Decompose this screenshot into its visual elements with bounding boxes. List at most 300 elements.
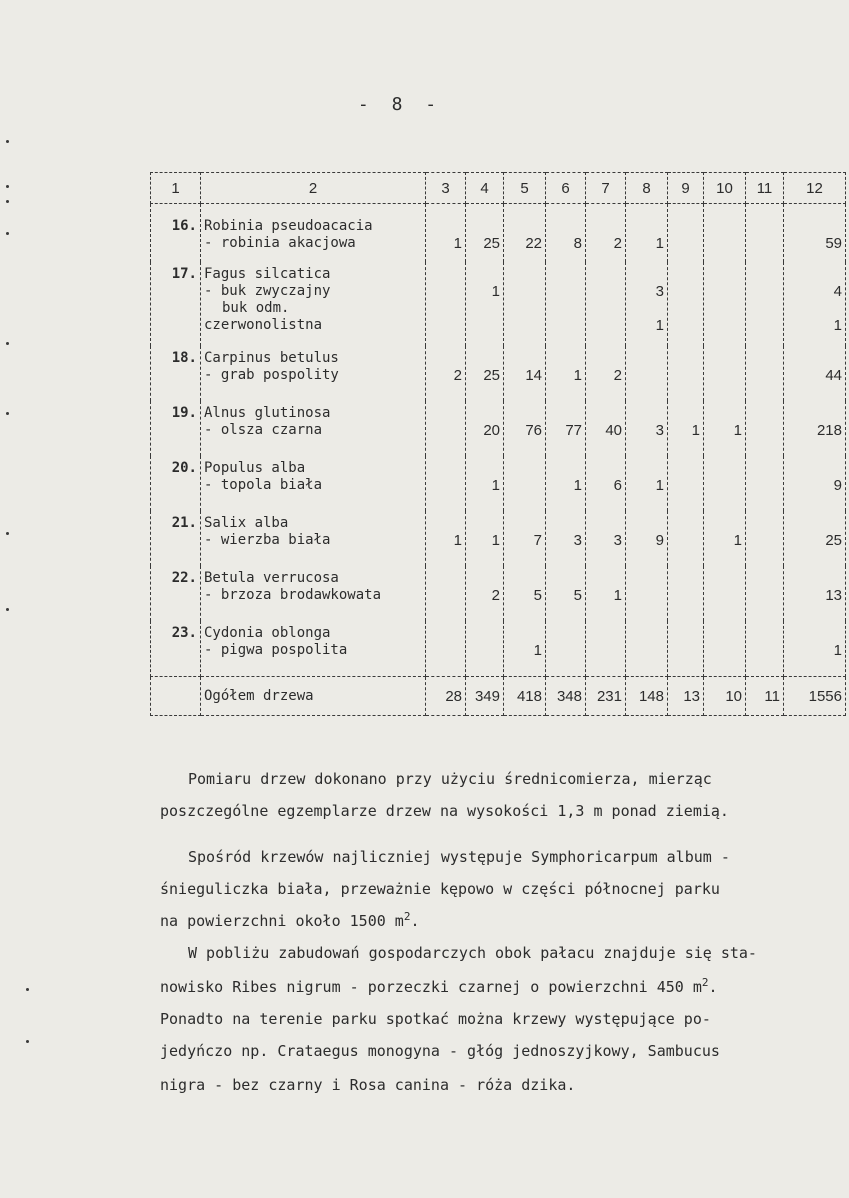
count-value — [671, 367, 700, 384]
species-name — [201, 566, 426, 621]
count-value: 4 — [833, 283, 842, 300]
text-line: W pobliżu zabudowań gospodarczych obok pałacu znajduje się sta- — [188, 944, 757, 962]
species-name — [201, 262, 426, 346]
count-value — [469, 317, 500, 334]
margin-mark — [6, 232, 9, 235]
count-value — [469, 570, 500, 587]
count-value — [429, 405, 462, 422]
count-value — [787, 405, 842, 422]
count-cell — [586, 346, 626, 401]
total-value: 148 — [626, 677, 668, 716]
column-header: 9 — [668, 173, 704, 204]
text-line: nowisko Ribes nigrum - porzeczki czarnej o powierzchni 450 $m^2$. — [160, 976, 718, 996]
text-line: Ponadto na terenie parku spotkać można krzewy występujące po- — [160, 1010, 711, 1028]
count-value — [469, 218, 500, 235]
count-value — [549, 350, 582, 367]
species-name — [201, 456, 426, 511]
count-value — [707, 283, 742, 300]
count-value — [671, 266, 700, 283]
count-value — [629, 300, 664, 317]
count-value — [707, 317, 742, 334]
count-value — [507, 460, 542, 477]
count-value — [629, 218, 664, 235]
count-value — [707, 350, 742, 367]
count-value: 1 — [533, 642, 542, 659]
total-value: 349 — [466, 677, 504, 716]
count-value — [429, 570, 462, 587]
species-name-line: - wierzba biała — [204, 532, 331, 548]
count-value — [749, 570, 780, 587]
table-row — [151, 511, 846, 566]
count-value: 1 — [655, 235, 664, 252]
count-value — [629, 625, 664, 642]
total-value: 231 — [586, 677, 626, 716]
text-line: jedyńczo np. Crataegus monogyna - głóg jednoszyjkowy, Sambucus — [160, 1042, 720, 1060]
row-number: 16. — [151, 204, 201, 263]
count-value — [787, 570, 842, 587]
count-value — [469, 266, 500, 283]
count-value — [787, 460, 842, 477]
count-cell — [626, 346, 668, 401]
count-cell — [784, 456, 846, 511]
text-line: nigra - bez czarny i Rosa canina - róża dzika. — [160, 1076, 576, 1094]
count-value — [707, 587, 742, 604]
count-value — [787, 625, 842, 642]
count-cell — [746, 346, 784, 401]
count-value — [707, 625, 742, 642]
count-value — [671, 625, 700, 642]
count-value — [671, 515, 700, 532]
species-name-line: - grab pospolity — [204, 367, 339, 383]
margin-mark — [6, 412, 9, 415]
count-value — [589, 625, 622, 642]
count-value — [549, 317, 582, 334]
species-name-line: czerwonolistna — [204, 317, 323, 333]
count-value: 22 — [525, 235, 542, 252]
count-value: 25 — [483, 235, 500, 252]
count-cell — [704, 262, 746, 346]
count-value — [429, 300, 462, 317]
tree-inventory-table-wrapper — [150, 172, 845, 716]
count-value: 2 — [613, 367, 622, 384]
text-line: Spośród krzewów najliczniej występuje Symphoricarpum album - — [188, 848, 730, 866]
table-row — [151, 566, 846, 621]
total-value: 13 — [668, 677, 704, 716]
row-number: 22. — [151, 566, 201, 621]
count-value: 8 — [573, 235, 582, 252]
row-number: 20. — [151, 456, 201, 511]
count-value — [629, 642, 664, 659]
count-cell — [466, 456, 504, 511]
count-value — [589, 266, 622, 283]
count-value — [629, 405, 664, 422]
count-cell — [746, 401, 784, 456]
count-cell — [626, 621, 668, 677]
count-cell — [466, 401, 504, 456]
count-value — [429, 218, 462, 235]
species-name-line: - pigwa pospolita — [204, 642, 348, 658]
count-cell — [746, 456, 784, 511]
total-value: 10 — [704, 677, 746, 716]
count-value — [549, 405, 582, 422]
count-value: 59 — [825, 235, 842, 252]
margin-mark — [6, 200, 9, 203]
column-header: 7 — [586, 173, 626, 204]
count-value — [469, 300, 500, 317]
species-name-line: - buk zwyczajny — [204, 283, 331, 299]
count-value: 1 — [573, 367, 582, 384]
count-value — [671, 642, 700, 659]
count-cell — [626, 262, 668, 346]
count-value — [707, 367, 742, 384]
count-cell — [426, 401, 466, 456]
count-value — [671, 587, 700, 604]
count-value — [707, 235, 742, 252]
count-value — [749, 587, 780, 604]
count-cell — [586, 262, 626, 346]
species-name-line: - topola biała — [204, 477, 323, 493]
count-value — [629, 587, 664, 604]
count-value: 76 — [525, 422, 542, 439]
count-cell — [626, 566, 668, 621]
count-cell — [784, 401, 846, 456]
count-value: 44 — [825, 367, 842, 384]
count-cell — [668, 346, 704, 401]
column-header: 2 — [201, 173, 426, 204]
count-value — [429, 642, 462, 659]
count-value — [671, 218, 700, 235]
species-name-line: Robinia pseudoacacia — [204, 218, 373, 234]
count-cell — [426, 262, 466, 346]
count-value — [671, 570, 700, 587]
count-value — [429, 422, 462, 439]
count-value — [629, 367, 664, 384]
count-cell — [668, 511, 704, 566]
count-value — [549, 515, 582, 532]
count-value — [589, 300, 622, 317]
count-value — [469, 460, 500, 477]
count-value — [429, 477, 462, 494]
count-cell — [586, 566, 626, 621]
text-line: na powierzchni około 1500 $m^2$. — [160, 910, 420, 930]
count-value — [429, 515, 462, 532]
count-cell — [704, 204, 746, 263]
table-row — [151, 621, 846, 677]
count-cell — [668, 621, 704, 677]
count-value — [429, 317, 462, 334]
count-value — [507, 350, 542, 367]
count-value — [707, 515, 742, 532]
total-label: Ogółem drzewa — [201, 677, 426, 716]
species-name-line: Salix alba — [204, 515, 289, 531]
count-value — [589, 405, 622, 422]
count-value: 40 — [605, 422, 622, 439]
count-value — [549, 625, 582, 642]
column-header: 6 — [546, 173, 586, 204]
count-value: 1 — [655, 317, 664, 334]
row-number: 21. — [151, 511, 201, 566]
count-value: 1 — [491, 477, 500, 494]
count-cell — [426, 621, 466, 677]
count-value — [589, 570, 622, 587]
table-body — [151, 173, 846, 716]
page-number: - 8 - — [357, 94, 443, 115]
count-value — [549, 570, 582, 587]
count-cell — [546, 456, 586, 511]
count-cell — [546, 204, 586, 263]
count-cell — [746, 511, 784, 566]
count-value: 14 — [525, 367, 542, 384]
table-row — [151, 262, 846, 346]
count-cell — [546, 511, 586, 566]
count-value — [507, 317, 542, 334]
count-cell — [626, 456, 668, 511]
count-value — [749, 515, 780, 532]
count-value — [707, 266, 742, 283]
count-value — [589, 218, 622, 235]
count-value — [787, 515, 842, 532]
count-value: 1 — [733, 532, 742, 549]
count-cell — [504, 401, 546, 456]
count-cell — [668, 262, 704, 346]
column-header: 1 — [151, 173, 201, 204]
column-header: 11 — [746, 173, 784, 204]
text-line: Pomiaru drzew dokonano przy użyciu średnicomierza, mierząc — [188, 770, 712, 788]
count-value — [469, 515, 500, 532]
count-value — [589, 350, 622, 367]
row-number: 17. — [151, 262, 201, 346]
count-cell — [668, 566, 704, 621]
count-value — [629, 515, 664, 532]
count-cell — [504, 262, 546, 346]
column-header: 12 — [784, 173, 846, 204]
count-value — [749, 266, 780, 283]
column-header: 8 — [626, 173, 668, 204]
total-value: 1556 — [784, 677, 846, 716]
count-value: 20 — [483, 422, 500, 439]
count-cell — [426, 511, 466, 566]
count-value — [589, 515, 622, 532]
count-value: 1 — [655, 477, 664, 494]
margin-mark — [6, 140, 9, 143]
count-value — [507, 477, 542, 494]
count-value — [749, 625, 780, 642]
count-value — [749, 283, 780, 300]
count-cell — [704, 511, 746, 566]
count-cell — [504, 511, 546, 566]
count-value — [507, 283, 542, 300]
count-value: 25 — [483, 367, 500, 384]
count-value — [549, 266, 582, 283]
species-name — [201, 511, 426, 566]
count-cell — [704, 346, 746, 401]
count-value — [589, 317, 622, 334]
column-header: 4 — [466, 173, 504, 204]
count-value: 3 — [655, 422, 664, 439]
count-value: 3 — [613, 532, 622, 549]
row-number: 23. — [151, 621, 201, 677]
count-value — [507, 625, 542, 642]
count-value: 1 — [453, 235, 462, 252]
count-value — [629, 570, 664, 587]
count-value — [787, 218, 842, 235]
margin-mark — [6, 342, 9, 345]
species-name — [201, 401, 426, 456]
count-value — [549, 283, 582, 300]
count-value — [707, 300, 742, 317]
count-value — [671, 283, 700, 300]
count-value — [749, 405, 780, 422]
count-cell — [784, 621, 846, 677]
count-value — [749, 460, 780, 477]
margin-mark — [26, 1040, 29, 1043]
count-value — [589, 642, 622, 659]
count-value — [507, 405, 542, 422]
count-cell — [504, 346, 546, 401]
count-value — [749, 300, 780, 317]
count-value — [469, 625, 500, 642]
count-value: 9 — [833, 477, 842, 494]
count-value: 1 — [491, 283, 500, 300]
count-value — [549, 460, 582, 477]
count-value — [707, 642, 742, 659]
margin-mark — [6, 532, 9, 535]
count-value: 25 — [825, 532, 842, 549]
count-cell — [504, 621, 546, 677]
count-value — [749, 532, 780, 549]
count-cell — [746, 204, 784, 263]
column-header: 5 — [504, 173, 546, 204]
count-value — [671, 405, 700, 422]
count-value: 13 — [825, 587, 842, 604]
count-value — [749, 350, 780, 367]
count-value — [707, 405, 742, 422]
count-value: 2 — [453, 367, 462, 384]
count-value — [507, 300, 542, 317]
species-name — [201, 346, 426, 401]
count-cell — [586, 456, 626, 511]
count-cell — [586, 204, 626, 263]
count-value — [707, 218, 742, 235]
count-cell — [466, 511, 504, 566]
count-value — [629, 350, 664, 367]
species-name-line: Populus alba — [204, 460, 306, 476]
count-value — [507, 266, 542, 283]
count-value: 3 — [573, 532, 582, 549]
count-value — [589, 283, 622, 300]
count-value — [707, 570, 742, 587]
table-row — [151, 456, 846, 511]
table-row — [151, 401, 846, 456]
count-value — [671, 350, 700, 367]
count-value — [671, 300, 700, 317]
count-value: 7 — [533, 532, 542, 549]
count-cell — [784, 511, 846, 566]
count-value: 9 — [655, 532, 664, 549]
species-name-line: Fagus silcatica — [204, 266, 331, 282]
table-row — [151, 204, 846, 263]
count-value — [671, 477, 700, 494]
count-value: 2 — [613, 235, 622, 252]
count-cell — [546, 566, 586, 621]
count-value: 1 — [491, 532, 500, 549]
count-value — [429, 283, 462, 300]
count-cell — [746, 621, 784, 677]
count-value — [671, 317, 700, 334]
count-value — [671, 532, 700, 549]
count-value: 2 — [491, 587, 500, 604]
count-value: 218 — [816, 422, 842, 439]
count-value — [671, 460, 700, 477]
count-value — [507, 515, 542, 532]
count-value — [507, 570, 542, 587]
count-cell — [504, 204, 546, 263]
row-number: 19. — [151, 401, 201, 456]
count-cell — [704, 621, 746, 677]
table-row — [151, 346, 846, 401]
count-cell — [626, 401, 668, 456]
margin-mark — [6, 185, 9, 188]
count-value — [429, 266, 462, 283]
count-value — [749, 642, 780, 659]
total-value: 418 — [504, 677, 546, 716]
count-value: 1 — [733, 422, 742, 439]
total-row — [151, 677, 846, 716]
total-value: 11 — [746, 677, 784, 716]
count-value — [589, 460, 622, 477]
count-value — [787, 300, 842, 317]
count-value: 1 — [453, 532, 462, 549]
count-cell — [704, 401, 746, 456]
species-name — [201, 621, 426, 677]
count-cell — [626, 204, 668, 263]
count-value — [749, 317, 780, 334]
count-cell — [426, 204, 466, 263]
count-value: 5 — [573, 587, 582, 604]
count-value — [749, 422, 780, 439]
species-name-line: Cydonia oblonga — [204, 625, 331, 641]
count-cell — [704, 456, 746, 511]
species-name-line: - brzoza brodawkowata — [204, 587, 382, 603]
count-value — [469, 350, 500, 367]
count-value — [469, 405, 500, 422]
count-cell — [466, 346, 504, 401]
count-value — [629, 266, 664, 283]
header-row — [151, 173, 846, 204]
column-header: 10 — [704, 173, 746, 204]
count-cell — [546, 401, 586, 456]
count-value: 5 — [533, 587, 542, 604]
count-cell — [586, 401, 626, 456]
count-value — [749, 218, 780, 235]
count-cell — [784, 566, 846, 621]
count-value: 1 — [613, 587, 622, 604]
count-value — [429, 625, 462, 642]
count-value — [507, 218, 542, 235]
count-value — [469, 642, 500, 659]
count-cell — [668, 401, 704, 456]
count-value: 1 — [833, 317, 842, 334]
count-cell — [626, 511, 668, 566]
count-value — [749, 477, 780, 494]
count-value — [549, 300, 582, 317]
count-cell — [586, 511, 626, 566]
count-cell — [466, 621, 504, 677]
species-name-line: Carpinus betulus — [204, 350, 339, 366]
count-value: 1 — [691, 422, 700, 439]
count-cell — [784, 346, 846, 401]
count-value — [749, 235, 780, 252]
